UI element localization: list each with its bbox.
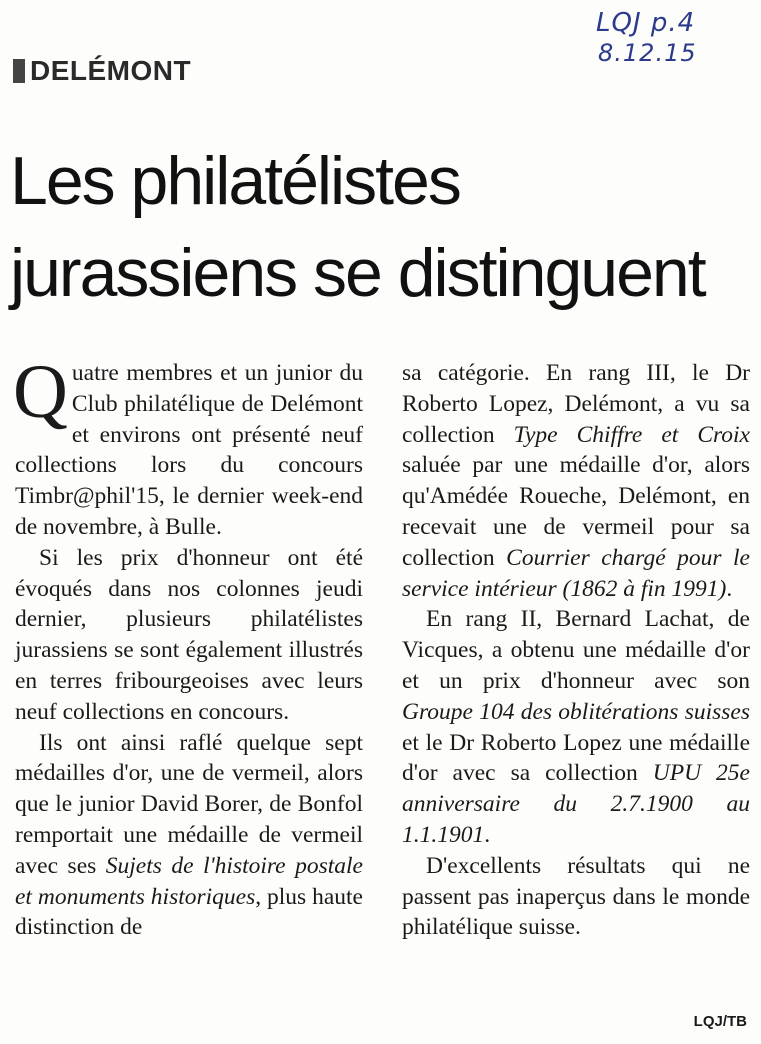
annotation-source-page: LQJ p.4: [596, 8, 696, 38]
paragraph: [15, 728, 363, 944]
paragraph-text: .: [726, 575, 733, 602]
paragraph: [13, 350, 363, 543]
collection-title: Type Chiffre et Croix: [513, 421, 750, 448]
annotation-date: 8.12.15: [598, 39, 697, 67]
handwritten-annotation: [596, 8, 746, 68]
article-headline: Les philatélistes jurassiens se distinguent: [10, 143, 705, 311]
paragraph-text: saluée par une médaille d'or, alors qu'Amédée Roueche, Delémont, en recevait une de vermeil pour sa collection: [402, 452, 750, 571]
paragraph-text: uatre membres et un junior du Club philatélique de Delémont et environs ont présenté neuf collections lors du concours Timbr@phil'15, le dernier week-end de novembre, à Bulle.: [15, 360, 363, 540]
paragraph: [402, 604, 750, 850]
collection-title: Sujets de l'histoire postale et monuments historiques: [15, 852, 363, 910]
right-column: [402, 358, 750, 943]
paragraph: Si les prix d'honneur ont été évoqués dans nos colonnes jeudi dernier, plusieurs philatélistes jurassiens se sont également illustrés en terres fribourgeoises avec leurs neuf collections en concours.: [15, 544, 363, 725]
paragraph-text: et le Dr Roberto Lopez une médaille d'or avec sa collection: [402, 729, 750, 787]
collection-title: Courrier chargé pour le service intérieur (1862 à fin 1991): [402, 544, 750, 602]
section-rubric: [13, 55, 191, 87]
collection-title: UPU 25e anniversaire du 2.7.1900 au 1.1.1901: [402, 760, 750, 848]
left-column: [13, 350, 363, 943]
collection-title: Groupe 104 des oblitérations suisses: [402, 698, 750, 725]
rubric-marker: [13, 59, 25, 83]
paragraph: [402, 358, 750, 604]
paragraph-text: sa catégorie. En rang III, le Dr Roberto Lopez, Delémont, a vu sa collection: [402, 360, 750, 448]
paragraph: D'excellents résultats qui ne passent pas inaperçus dans le monde philatélique suisse.: [402, 852, 750, 941]
paragraph-text: Ils ont ainsi raflé quelque sept médailles d'or, une de vermeil, alors que le junior David Borer, de Bonfol remportait une médaille de vermeil avec ses: [15, 729, 363, 879]
paragraph-text: En rang II, Bernard Lachat, de Vicques, a obtenu une médaille d'or et un prix d'honneur avec son: [402, 606, 750, 694]
paragraph-text: , plus haute distinction de: [15, 883, 363, 941]
rubric-label: DELÉMONT: [30, 55, 192, 86]
drop-cap: Q: [13, 350, 68, 434]
article-body: [13, 350, 750, 943]
author-signature: LQJ/TB: [693, 1013, 747, 1030]
paragraph-text: .: [484, 821, 491, 848]
